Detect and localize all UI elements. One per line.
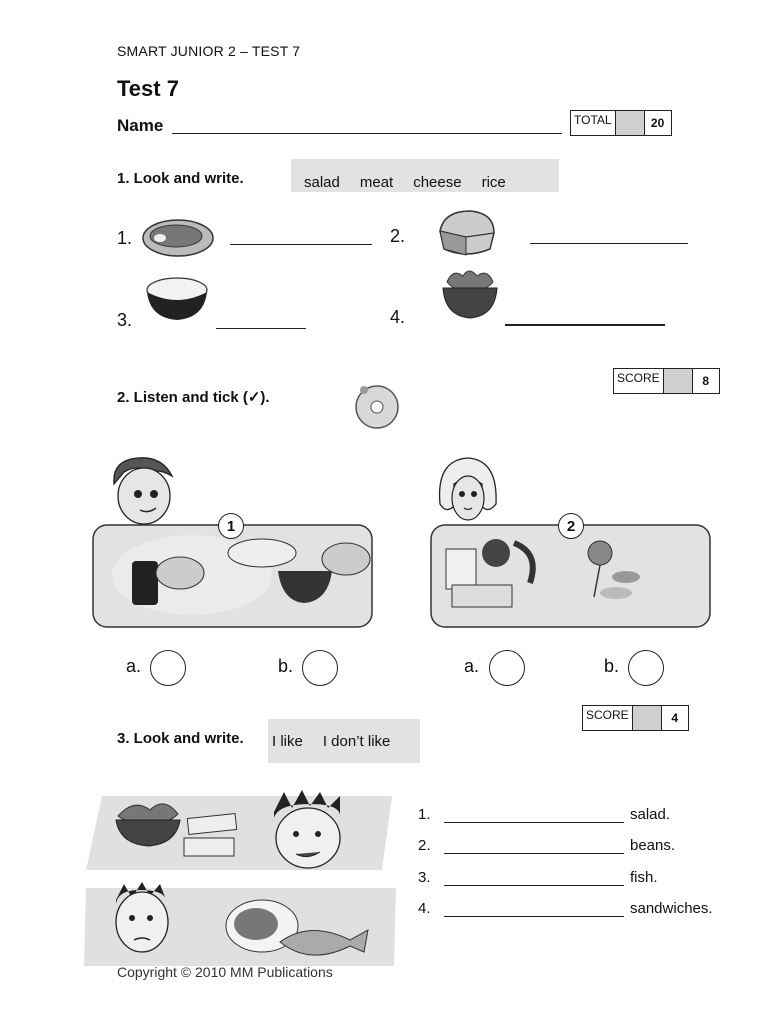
section3-heading: 3. Look and write. <box>117 730 244 747</box>
total-value: 20 <box>650 116 665 130</box>
sentence-3-blank[interactable] <box>444 869 624 886</box>
answer-line-1[interactable] <box>230 244 372 245</box>
answer-line-4[interactable] <box>505 324 665 326</box>
sentence-4-number: 4. <box>418 900 431 917</box>
panel1-option-b-label: b. <box>278 656 294 676</box>
meat-icon <box>140 214 216 262</box>
word-salad: salad <box>304 174 340 191</box>
page-title: Test 7 <box>117 76 179 101</box>
panel2-option-a-circle[interactable] <box>489 650 525 686</box>
answer-line-2[interactable] <box>530 243 688 244</box>
panel1-option-a-circle[interactable] <box>150 650 186 686</box>
section3-score-value: 4 <box>671 711 679 725</box>
item4-number: 4. <box>390 307 406 327</box>
item1-number: 1. <box>117 228 133 248</box>
sentence-1-blank[interactable] <box>444 806 624 823</box>
sentence-4-end: sandwiches. <box>630 900 713 917</box>
copyright-notice: Copyright © 2010 MM Publications <box>117 964 333 980</box>
section2-score-box <box>613 368 720 394</box>
section3-phrase-box <box>268 719 420 763</box>
word-meat: meat <box>359 174 394 191</box>
sentence-1-number: 1. <box>418 806 431 823</box>
section2-heading: 2. Listen and tick (✓). <box>117 389 270 406</box>
cd-icon <box>352 382 402 430</box>
sentence-3-number: 3. <box>418 869 431 886</box>
salad-icon <box>441 266 499 320</box>
section3-illustration <box>84 790 400 970</box>
total-score-box <box>570 110 672 136</box>
panel2-option-b-circle[interactable] <box>628 650 664 686</box>
sentence-4 <box>418 900 713 917</box>
section1-word-box <box>291 159 559 192</box>
panel1-option-b-circle[interactable] <box>302 650 338 686</box>
sentence-3-end: fish. <box>630 869 658 886</box>
total-label: TOTAL <box>571 111 616 135</box>
panel2-option-a-label: a. <box>464 656 480 676</box>
panel1-badge: 1 <box>218 513 244 539</box>
item3-number: 3. <box>117 310 133 330</box>
sentence-2 <box>418 837 675 854</box>
item2-number: 2. <box>390 226 406 246</box>
section2-score-field[interactable] <box>664 369 693 393</box>
word-rice: rice <box>481 174 506 191</box>
section2-score-label: SCORE <box>614 369 664 393</box>
sentence-2-number: 2. <box>418 837 431 854</box>
section2-score-value: 8 <box>702 374 710 388</box>
section3-score-field[interactable] <box>633 706 662 730</box>
sentence-1-end: salad. <box>630 806 671 823</box>
section1-heading: 1. Look and write. <box>117 170 244 187</box>
sentence-2-blank[interactable] <box>444 837 624 854</box>
sentence-4-blank[interactable] <box>444 900 624 917</box>
name-field-line[interactable] <box>172 133 562 134</box>
rice-icon <box>144 274 210 322</box>
name-label: Name <box>117 116 164 135</box>
phrase-i-dont-like: I don’t like <box>322 732 391 750</box>
panel2-badge: 2 <box>558 513 584 539</box>
word-cheese: cheese <box>413 174 462 191</box>
panel1-option-a-label: a. <box>126 656 142 676</box>
phrase-i-like: I like <box>272 732 303 750</box>
section3-score-label: SCORE <box>583 706 633 730</box>
section3-score-box <box>582 705 689 731</box>
sentence-2-end: beans. <box>630 837 676 854</box>
sentence-1 <box>418 806 670 823</box>
sentence-3 <box>418 869 658 886</box>
panel2-option-b-label: b. <box>604 656 620 676</box>
answer-line-3[interactable] <box>216 328 306 329</box>
cheese-icon <box>436 207 498 259</box>
test-series-header: SMART JUNIOR 2 – TEST 7 <box>117 43 301 59</box>
total-score-field[interactable] <box>616 111 645 135</box>
